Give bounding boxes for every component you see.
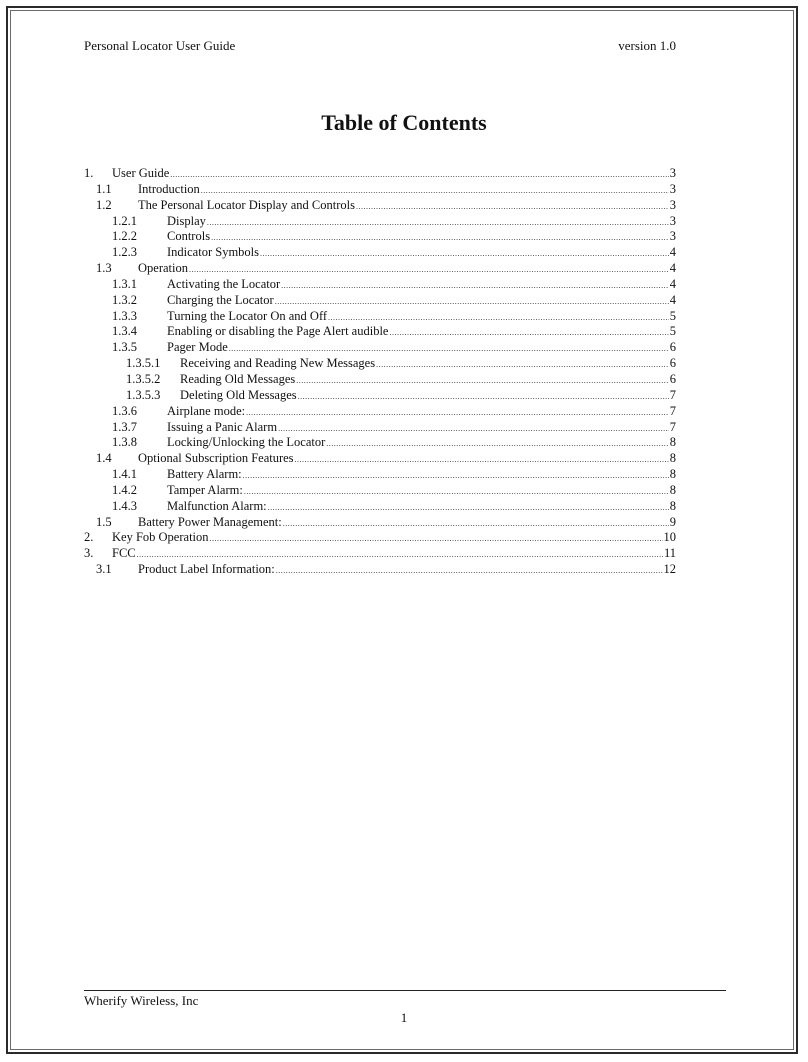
footer-company: Wherify Wireless, Inc	[84, 993, 199, 1008]
toc-entry-page-number: 7	[669, 403, 676, 418]
toc-entry-dot-leader	[295, 452, 669, 468]
toc-entry-number: 3.	[84, 546, 94, 561]
toc-entry-page-number: 3	[669, 229, 676, 244]
toc-entry-title: Tamper Alarm:	[167, 482, 243, 497]
toc-entry-number: 3.1	[96, 562, 112, 577]
toc-entry-page-number: 4	[669, 292, 676, 307]
toc-entry-title: Locking/Unlocking the Locator	[167, 435, 326, 450]
toc-entry-title: Indicator Symbols	[167, 245, 260, 260]
toc-entry-number: 2.	[84, 530, 94, 545]
toc-entry-title: Activating the Locator	[167, 276, 281, 291]
toc-entry-dot-leader	[275, 294, 669, 310]
toc-entry-number: 1.3.1	[112, 276, 137, 291]
toc-entry-page-number: 4	[669, 261, 676, 276]
toc-entry-dot-leader	[137, 547, 663, 563]
toc-entry-dot-leader	[244, 484, 669, 500]
toc-entry-title: Battery Alarm:	[167, 467, 242, 482]
toc-entry[interactable]	[84, 214, 676, 230]
toc-entry-number: 1.4	[96, 451, 112, 466]
toc-entry-page-number: 7	[669, 387, 676, 402]
toc-entry-number: 1.4.2	[112, 482, 137, 497]
toc-entry-page-number: 6	[669, 340, 676, 355]
toc-entry-title: Receiving and Reading New Messages	[180, 356, 376, 371]
toc-entry-number: 1.3.7	[112, 419, 137, 434]
toc-entry-title: The Personal Locator Display and Controls	[138, 197, 355, 212]
toc-entry-dot-leader	[376, 357, 669, 373]
toc-entry-page-number: 12	[663, 562, 676, 577]
toc-entry-page-number: 6	[669, 356, 676, 371]
toc-entry[interactable]	[84, 530, 676, 546]
toc-entry-page-number: 8	[669, 451, 676, 466]
toc-entry-number: 1.3.2	[112, 292, 137, 307]
toc-entry[interactable]	[84, 245, 676, 261]
toc-entry-page-number: 8	[669, 435, 676, 450]
toc-entry-dot-leader	[246, 405, 669, 421]
toc-entry[interactable]	[84, 372, 676, 388]
toc-entry-title: Product Label Information:	[138, 562, 275, 577]
toc-entry-title: Issuing a Panic Alarm	[167, 419, 278, 434]
header-document-title: Personal Locator User Guide	[84, 38, 236, 53]
toc-entry-dot-leader	[283, 516, 669, 532]
toc-entry-title: Malfunction Alarm:	[167, 498, 267, 513]
footer-page-number: 1	[400, 1010, 408, 1025]
toc-entry-number: 1.4.3	[112, 498, 137, 513]
toc-entry-title: Airplane mode:	[167, 403, 246, 418]
toc-entry-page-number: 8	[669, 498, 676, 513]
toc-entry-dot-leader	[207, 215, 669, 231]
toc-entry[interactable]	[84, 293, 676, 309]
toc-entry-title: User Guide	[112, 166, 170, 180]
toc-entry-title: Pager Mode	[167, 340, 228, 355]
toc-entry-number: 1.3.4	[112, 324, 137, 339]
toc-entry-number: 1.3.5.3	[126, 387, 161, 402]
toc-entry[interactable]	[84, 309, 676, 325]
toc-entry-dot-leader	[298, 389, 669, 405]
toc-entry-number: 1.2.1	[112, 213, 137, 228]
toc-entry-dot-leader	[260, 246, 669, 262]
toc-entry-dot-leader	[296, 373, 668, 389]
toc-entry-number: 1.5	[96, 514, 112, 529]
toc-entry-dot-leader	[189, 262, 669, 278]
toc-entry-number: 1.1	[96, 181, 112, 196]
toc-entry-title: Operation	[138, 261, 188, 276]
toc-entry-page-number: 6	[669, 371, 676, 386]
toc-entry-dot-leader	[281, 278, 669, 294]
toc-entry-title: Key Fob Operation	[112, 530, 209, 545]
toc-entry-number: 1.3.6	[112, 403, 137, 418]
toc-entry-page-number: 3	[669, 213, 676, 228]
toc-entry-number: 1.3.5.2	[126, 371, 161, 386]
toc-entry-dot-leader	[229, 341, 669, 357]
table-of-contents	[84, 166, 676, 578]
toc-entry-page-number: 10	[663, 530, 676, 545]
toc-entry[interactable]	[84, 562, 676, 578]
toc-entry[interactable]	[84, 420, 676, 436]
toc-entry-dot-leader	[328, 310, 669, 326]
toc-entry[interactable]	[84, 261, 676, 277]
toc-entry-title: FCC	[112, 546, 136, 561]
toc-entry[interactable]	[84, 166, 676, 182]
toc-entry-page-number: 8	[669, 482, 676, 497]
header-version: version 1.0	[618, 38, 676, 53]
toc-entry-number: 1.3	[96, 261, 112, 276]
toc-entry-page-number: 5	[669, 324, 676, 339]
toc-entry[interactable]	[84, 277, 676, 293]
toc-entry-page-number: 8	[669, 467, 676, 482]
footer-rule	[84, 990, 726, 991]
toc-entry-page-number: 11	[663, 546, 676, 561]
toc-entry[interactable]	[84, 515, 676, 531]
toc-entry-title: Charging the Locator	[167, 292, 274, 307]
toc-entry-number: 1.2.3	[112, 245, 137, 260]
toc-entry-page-number: 4	[669, 276, 676, 291]
toc-entry[interactable]	[84, 451, 676, 467]
toc-entry-dot-leader	[276, 563, 663, 579]
toc-entry-dot-leader	[243, 468, 669, 484]
toc-entry-title: Deleting Old Messages	[180, 387, 297, 402]
toc-entry-page-number: 9	[669, 514, 676, 529]
toc-entry[interactable]	[84, 435, 676, 451]
toc-entry-title: Display	[167, 213, 206, 228]
toc-entry-number: 1.3.8	[112, 435, 137, 450]
toc-entry[interactable]	[84, 546, 676, 562]
toc-entry-page-number: 7	[669, 419, 676, 434]
toc-entry[interactable]	[84, 388, 676, 404]
toc-entry-dot-leader	[268, 500, 669, 516]
toc-entry-dot-leader	[210, 531, 663, 547]
toc-entry-number: 1.2	[96, 197, 112, 212]
toc-entry-dot-leader	[201, 183, 669, 199]
toc-entry[interactable]	[84, 198, 676, 214]
toc-entry-page-number: 3	[669, 181, 676, 196]
toc-entry-title: Optional Subscription Features	[138, 451, 294, 466]
toc-entry-title: Enabling or disabling the Page Alert audible	[167, 324, 389, 339]
toc-entry-page-number: 4	[669, 245, 676, 260]
toc-entry-dot-leader	[356, 199, 669, 215]
toc-entry-title: Controls	[167, 229, 211, 244]
toc-entry-number: 1.3.5.1	[126, 356, 161, 371]
toc-entry-number: 1.2.2	[112, 229, 137, 244]
toc-entry-dot-leader	[170, 167, 668, 183]
toc-entry-page-number: 3	[669, 197, 676, 212]
toc-entry[interactable]	[84, 483, 676, 499]
toc-entry-number: 1.3.3	[112, 308, 137, 323]
toc-entry[interactable]	[84, 182, 676, 198]
toc-entry[interactable]	[84, 229, 676, 245]
toc-entry-number: 1.4.1	[112, 467, 137, 482]
toc-entry-number: 1.3.5	[112, 340, 137, 355]
toc-entry[interactable]	[84, 404, 676, 420]
toc-entry-title: Introduction	[138, 181, 200, 196]
toc-entry-page-number: 3	[669, 166, 676, 180]
toc-entry[interactable]	[84, 499, 676, 515]
toc-entry[interactable]	[84, 340, 676, 356]
toc-entry-dot-leader	[326, 436, 668, 452]
toc-entry-dot-leader	[278, 421, 669, 437]
toc-entry-title: Battery Power Management:	[138, 514, 282, 529]
toc-entry-title: Turning the Locator On and Off	[167, 308, 328, 323]
toc-entry-page-number: 5	[669, 308, 676, 323]
toc-heading: Table of Contents	[321, 110, 487, 135]
toc-entry-dot-leader	[389, 325, 668, 341]
toc-entry[interactable]	[84, 356, 676, 372]
toc-entry[interactable]	[84, 467, 676, 483]
toc-entry[interactable]	[84, 324, 676, 340]
toc-entry-number: 1.	[84, 166, 94, 180]
toc-entry-dot-leader	[211, 230, 669, 246]
toc-entry-title: Reading Old Messages	[180, 371, 296, 386]
